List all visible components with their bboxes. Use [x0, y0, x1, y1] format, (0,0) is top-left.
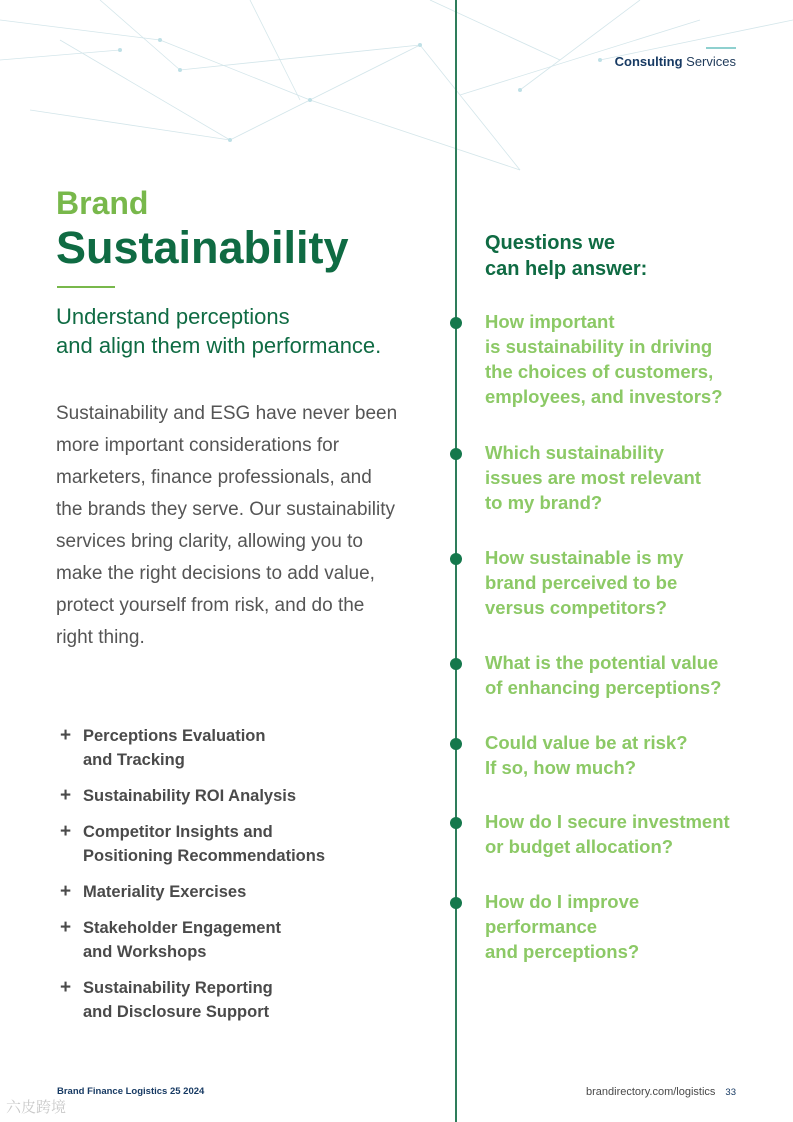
question-item: [485, 545, 755, 620]
questions-heading: [485, 230, 647, 282]
page-number: 33: [725, 1087, 736, 1098]
question-item: [485, 650, 755, 700]
service-line: Sustainability ROI Analysis: [83, 787, 297, 805]
questions-heading-line: Questions we: [485, 232, 616, 254]
service-line: Sustainability Reporting: [83, 979, 273, 997]
question-item: [485, 889, 755, 964]
question-line: employees, and investors?: [485, 386, 723, 407]
plus-icon: +: [60, 785, 72, 806]
section-label-bold: Consulting: [614, 54, 683, 69]
timeline-dot: [450, 553, 462, 565]
service-line: and Tracking: [83, 751, 185, 769]
timeline-dot: [450, 738, 462, 750]
section-label-rest: Services: [682, 54, 736, 69]
question-line: How do I improve: [485, 891, 640, 912]
plus-icon: +: [60, 917, 72, 938]
service-line: Perceptions Evaluation: [83, 727, 266, 745]
question-line: or budget allocation?: [485, 836, 674, 857]
service-line: and Disclosure Support: [83, 1003, 270, 1021]
service-item: [60, 820, 390, 868]
question-line: the choices of customers,: [485, 361, 714, 382]
question-line: to my brand?: [485, 492, 603, 513]
question-line: and perceptions?: [485, 941, 640, 962]
body-paragraph: Sustainability and ESG have never been more important considerations for marketers, finance professionals, and the brands they serve. Our sustainability services bring clarity, allowing you to make the right decisions to add value, protect yourself from risk, and do the right thing.: [56, 403, 398, 648]
question-item: [485, 309, 755, 409]
service-line: Positioning Recommendations: [83, 847, 326, 865]
service-line: Competitor Insights and: [83, 823, 273, 841]
question-item: [485, 730, 755, 780]
timeline-dot: [450, 317, 462, 329]
subtitle: [56, 302, 436, 360]
footer-right: [586, 1086, 736, 1098]
service-item: [60, 784, 390, 808]
question-line: is sustainability in driving: [485, 336, 713, 357]
service-item: [60, 724, 390, 772]
timeline-dot: [450, 817, 462, 829]
question-line: What is the potential value: [485, 652, 719, 673]
timeline-dot: [450, 658, 462, 670]
question-line: Which sustainability: [485, 442, 664, 463]
service-item: [60, 976, 390, 1024]
title-underline: [57, 286, 115, 288]
question-line: performance: [485, 916, 598, 937]
question-line: brand perceived to be: [485, 572, 678, 593]
question-line: issues are most relevant: [485, 467, 701, 488]
question-line: How important: [485, 311, 615, 332]
service-line: and Workshops: [83, 943, 207, 961]
timeline-dot: [450, 448, 462, 460]
questions-heading-line: can help answer:: [485, 258, 648, 280]
question-line: If so, how much?: [485, 757, 637, 778]
question-line: Could value be at risk?: [485, 732, 688, 753]
service-line: Stakeholder Engagement: [83, 919, 282, 937]
question-item: [485, 809, 755, 859]
service-item: [60, 916, 390, 964]
header-rule: [706, 47, 736, 49]
subtitle-line: Understand perceptions: [56, 304, 290, 329]
section-label: [615, 54, 736, 69]
network-background-graphic: [0, 0, 793, 200]
question-line: versus competitors?: [485, 597, 667, 618]
plus-icon: +: [60, 725, 72, 746]
service-line: Materiality Exercises: [83, 883, 247, 901]
footer-publication: Brand Finance Logistics 25 2024: [57, 1086, 205, 1097]
question-item: [485, 440, 755, 515]
plus-icon: +: [60, 881, 72, 902]
subtitle-line: and align them with performance.: [56, 333, 382, 358]
footer-url-link[interactable]: brandirectory.com/logistics: [586, 1086, 716, 1098]
question-line: How sustainable is my: [485, 547, 684, 568]
service-item: [60, 880, 390, 904]
page-title-line2: Sustainability: [56, 222, 349, 273]
question-line: of enhancing perceptions?: [485, 677, 722, 698]
plus-icon: +: [60, 821, 72, 842]
page-title-line1: Brand: [56, 185, 149, 221]
plus-icon: +: [60, 977, 72, 998]
services-list: [60, 724, 390, 1036]
timeline-dot: [450, 897, 462, 909]
question-line: How do I secure investment: [485, 811, 730, 832]
watermark-logo: 六皮跨境: [6, 1099, 67, 1116]
